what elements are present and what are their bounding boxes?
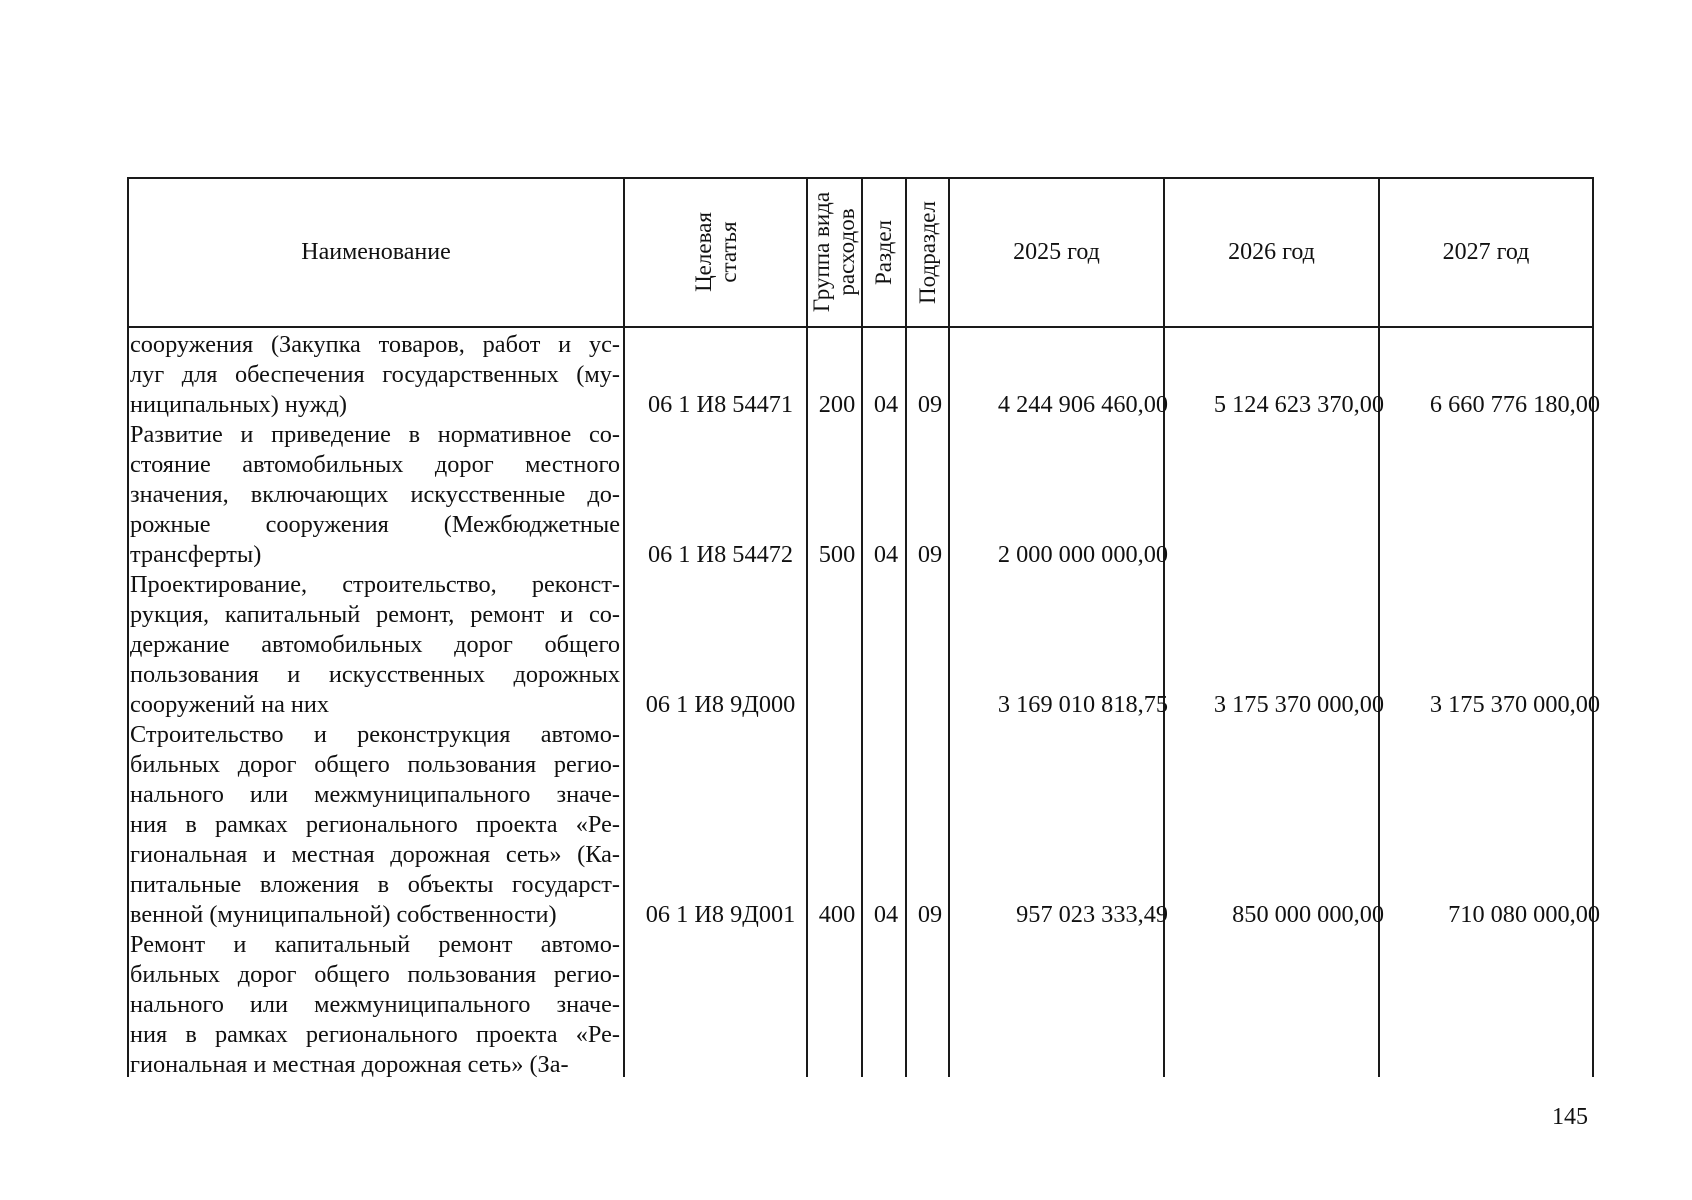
- header-year-2027: 2027 год: [1442, 238, 1530, 265]
- header-year-2026: 2026 год: [1228, 238, 1315, 265]
- name-line: держание автомобильных дорог общего: [130, 631, 620, 658]
- amount-2025-cell: 2 000 000 000,00: [997, 541, 1168, 568]
- header-section-label: Раздел: [871, 219, 897, 285]
- table-row-name: [130, 420, 620, 570]
- header-section: [863, 177, 905, 327]
- name-line: стояние автомобильных дорог местного: [130, 451, 620, 478]
- amount-2026-cell: 5 124 623 370,00: [1213, 391, 1384, 418]
- name-line: пользования и искусственных дорожных: [130, 661, 620, 688]
- amount-2027-cell: 710 080 000,00: [1448, 901, 1600, 928]
- table-right-border: [1592, 177, 1594, 1077]
- header-expense-group: [808, 177, 861, 327]
- name-line: рожные сооружения (Межбюджетные: [130, 511, 620, 538]
- amount-2026-cell: 850 000 000,00: [1232, 901, 1384, 928]
- header-target-article: [625, 177, 806, 327]
- amount-2026-cell: 3 175 370 000,00: [1213, 691, 1384, 718]
- table-row-name: [130, 570, 620, 720]
- section-cell: 04: [873, 391, 899, 418]
- target-article-cell: 06 1 И8 54471: [647, 391, 794, 418]
- target-article-cell: 06 1 И8 9Д000: [645, 691, 796, 718]
- name-line: Ремонт и капитальный ремонт автомо-: [130, 931, 620, 958]
- name-line: бильных дорог общего пользования регио-: [130, 751, 620, 778]
- header-expense-group-line-1: Группа вида: [809, 191, 835, 313]
- section-cell: 04: [873, 541, 899, 568]
- expense-group-cell: 500: [818, 541, 856, 568]
- subsection-cell: 09: [917, 901, 943, 928]
- name-line: ния в рамках регионального проекта «Ре-: [130, 811, 620, 838]
- name-line: ниципальных) нужд): [130, 391, 347, 418]
- header-subsection-label: Подраздел: [915, 200, 941, 304]
- header-target-article-line-2: статья: [715, 221, 741, 283]
- subsection-cell: 09: [917, 541, 943, 568]
- name-line: гиональная и местная дорожная сеть» (За-: [130, 1051, 569, 1078]
- name-line: луг для обеспечения государственных (му-: [130, 361, 620, 388]
- name-line: гиональная и местная дорожная сеть» (Ка-: [130, 841, 620, 868]
- name-line: сооружений на них: [130, 691, 330, 718]
- table-row-name: [130, 930, 620, 1080]
- amount-2027-cell: 6 660 776 180,00: [1429, 391, 1600, 418]
- page-number: 145: [1552, 1104, 1588, 1130]
- budget-table: [127, 177, 1600, 1078]
- table-row-name: [130, 720, 620, 930]
- header-subsection: [907, 177, 948, 327]
- header-expense-group-line-2: расходов: [834, 208, 860, 296]
- header-year-2025: 2025 год: [1013, 238, 1100, 265]
- expense-group-cell: 200: [818, 391, 856, 418]
- name-line: ния в рамках регионального проекта «Ре-: [130, 1021, 620, 1048]
- target-article-cell: 06 1 И8 9Д001: [645, 901, 796, 928]
- amount-2025-cell: 957 023 333,49: [1016, 901, 1168, 928]
- name-line: трансферты): [130, 541, 262, 568]
- name-line: значения, включающих искусственные до-: [130, 481, 620, 508]
- name-line: бильных дорог общего пользования регио-: [130, 961, 620, 988]
- name-line: нального или межмуниципального значе-: [130, 781, 620, 808]
- name-line: Проектирование, строительство, реконст-: [130, 571, 620, 598]
- name-line: венной (муниципальной) собственности): [130, 901, 557, 928]
- name-line: нального или межмуниципального значе-: [130, 991, 620, 1018]
- header-name: Наименование: [301, 238, 451, 265]
- amount-2027-cell: 3 175 370 000,00: [1429, 691, 1600, 718]
- expense-group-cell: 400: [818, 901, 856, 928]
- section-cell: 04: [873, 901, 899, 928]
- amount-2025-cell: 3 169 010 818,75: [997, 691, 1168, 718]
- target-article-cell: 06 1 И8 54472: [647, 541, 794, 568]
- name-line: Строительство и реконструкция автомо-: [130, 721, 620, 748]
- amount-2025-cell: 4 244 906 460,00: [997, 391, 1168, 418]
- name-line: сооружения (Закупка товаров, работ и ус-: [130, 331, 620, 358]
- name-line: рукция, капитальный ремонт, ремонт и со-: [130, 601, 620, 628]
- name-line: питальные вложения в объекты государст-: [130, 871, 620, 898]
- table-row-name: [130, 330, 620, 420]
- header-target-article-line-1: Целевая: [690, 212, 716, 292]
- name-line: Развитие и приведение в нормативное со-: [130, 421, 620, 448]
- subsection-cell: 09: [917, 391, 943, 418]
